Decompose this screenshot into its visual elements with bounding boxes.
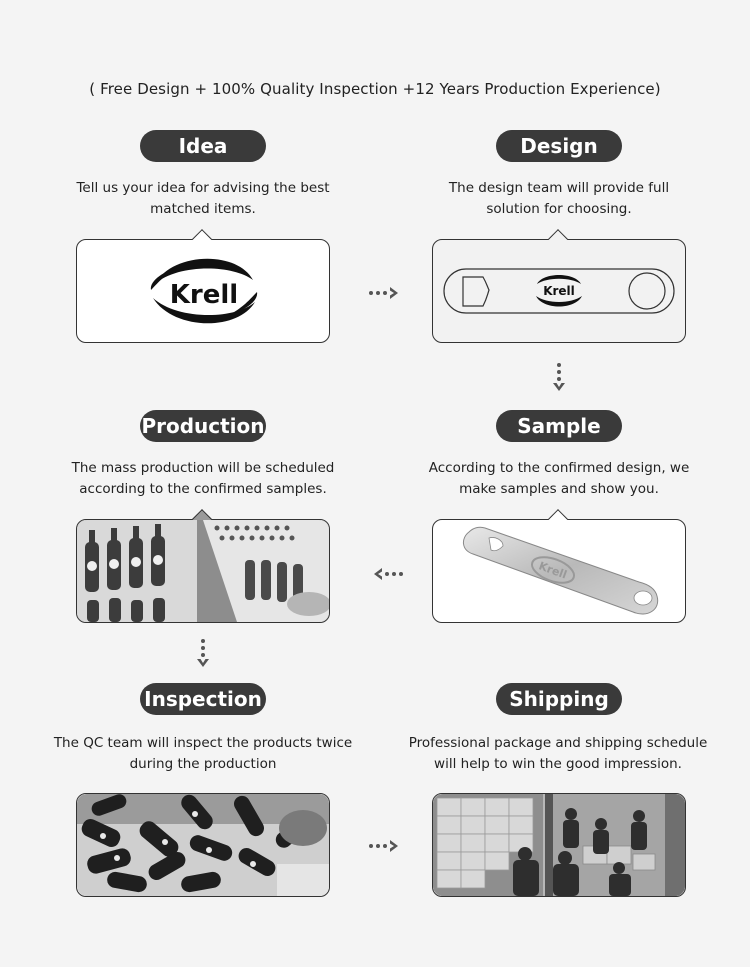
step-desc-design — [399, 178, 719, 220]
design-opener-drawing — [433, 240, 685, 342]
sample-opener-photo — [433, 520, 685, 622]
step-desc-design-line2: solution for choosing. — [486, 201, 632, 217]
step-desc-idea-line2: matched items. — [150, 201, 256, 217]
step-desc-production-line2: according to the confirmed samples. — [79, 481, 327, 497]
step-desc-shipping-line1: Professional package and shipping schedule — [408, 735, 708, 751]
step-title-idea: Idea — [140, 130, 266, 162]
dotted-arrow-left-icon — [370, 566, 404, 586]
card-design — [432, 239, 686, 343]
step-desc-sample — [399, 458, 719, 500]
card-idea — [76, 239, 330, 343]
dotted-arrow-right-icon — [368, 285, 402, 305]
step-desc-inspection-line2: during the production — [129, 756, 277, 772]
step-desc-production — [43, 458, 363, 500]
idea-brand-text: Krell — [169, 280, 239, 310]
design-brand-text: Krell — [543, 284, 575, 298]
card-production — [76, 519, 330, 623]
step-desc-idea-line1: Tell us your idea for advising the best — [76, 180, 330, 196]
step-title-shipping: Shipping — [496, 683, 622, 715]
card-inspection — [76, 793, 330, 897]
dotted-arrow-down-icon — [551, 362, 567, 398]
card-shipping — [432, 793, 686, 897]
step-title-design: Design — [496, 130, 622, 162]
idea-logo-image — [77, 240, 329, 342]
step-title-production: Production — [140, 410, 266, 442]
card-sample — [432, 519, 686, 623]
dotted-arrow-down-icon — [195, 638, 211, 674]
process-headline: ( Free Design + 100% Quality Inspection +12 Years Production Experience) — [89, 80, 661, 98]
step-desc-shipping-line2: will help to win the good impression. — [434, 756, 682, 772]
step-desc-design-line1: The design team will provide full — [448, 180, 670, 196]
sample-brand-text: Krell — [537, 559, 569, 582]
step-desc-shipping — [388, 733, 728, 775]
step-title-sample: Sample — [496, 410, 622, 442]
step-title-inspection: Inspection — [140, 683, 266, 715]
step-desc-production-line1: The mass production will be scheduled — [71, 460, 335, 476]
shipping-photo — [433, 794, 685, 896]
dotted-arrow-right-icon — [368, 838, 402, 858]
inspection-photo — [77, 794, 329, 896]
step-desc-sample-line2: make samples and show you. — [459, 481, 659, 497]
step-desc-inspection-line1: The QC team will inspect the products twice — [53, 735, 353, 751]
production-photo — [77, 520, 329, 622]
step-desc-idea — [43, 178, 363, 220]
step-desc-inspection — [33, 733, 373, 775]
step-desc-sample-line1: According to the confirmed design, we — [428, 460, 690, 476]
